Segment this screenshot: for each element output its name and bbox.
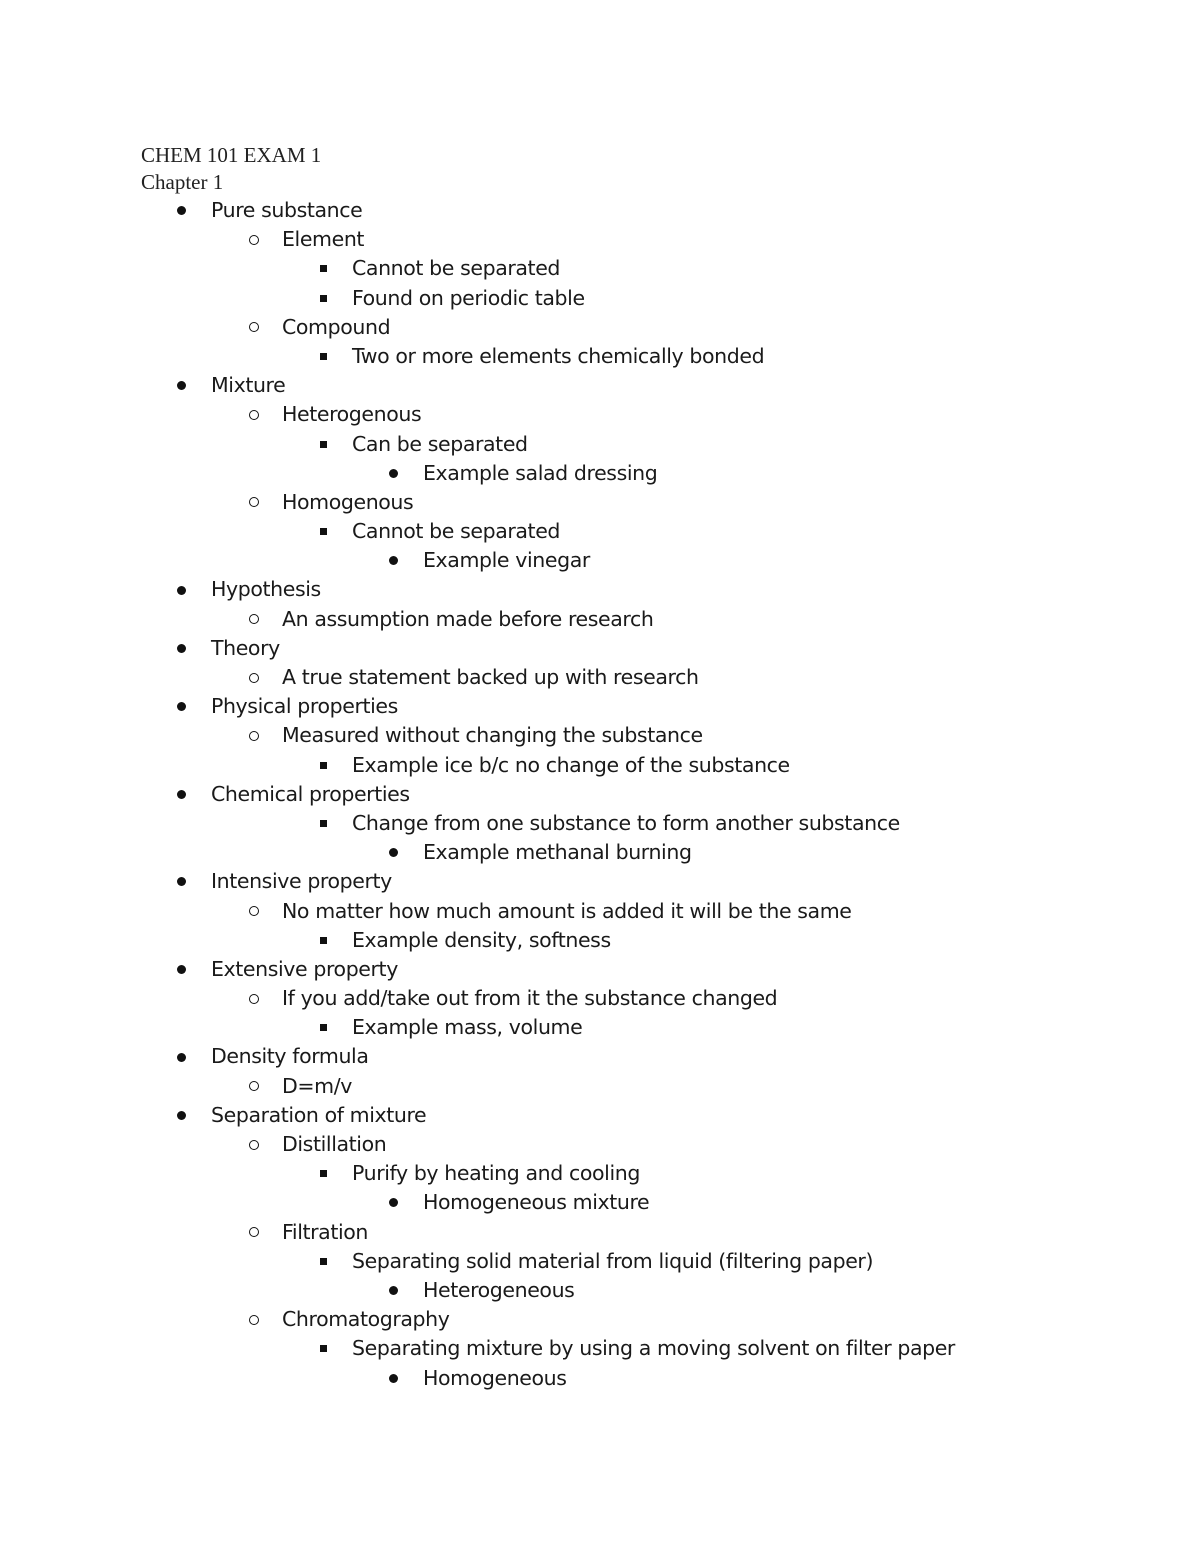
bullet-square-icon xyxy=(315,254,331,283)
outline-item-level-2 xyxy=(0,1305,1200,1334)
outline-item-level-2 xyxy=(0,721,1200,750)
outline-item-text: Two or more elements chemically bonded xyxy=(352,343,765,368)
bullet-disc-icon xyxy=(385,546,401,575)
outline-item-text: Homogeneous mixture xyxy=(423,1190,650,1215)
outline-item-text: Heterogenous xyxy=(282,402,422,427)
outline-item-level-1 xyxy=(0,371,1200,400)
outline-item-text: Example density, softness xyxy=(352,927,611,952)
outline-item-text: D=m/v xyxy=(282,1073,352,1098)
bullet-disc-icon xyxy=(173,955,189,984)
outline-item-level-3 xyxy=(0,1013,1200,1042)
bullet-disc-icon xyxy=(173,780,189,809)
bullet-disc-icon xyxy=(385,1364,401,1393)
bullet-square-icon xyxy=(315,1159,331,1188)
outline-item-text: Found on periodic table xyxy=(352,285,585,310)
outline-item-text: Change from one substance to form another substance xyxy=(352,810,900,835)
bullet-square-icon xyxy=(315,809,331,838)
outline-item-level-3 xyxy=(0,1247,1200,1276)
bullet-disc-icon xyxy=(173,634,189,663)
outline-item-level-2 xyxy=(0,897,1200,926)
outline-item-text: Heterogeneous xyxy=(423,1277,575,1302)
outline-item-level-1 xyxy=(0,196,1200,225)
outline-item-text: Cannot be separated xyxy=(352,519,561,544)
outline-item-level-1 xyxy=(0,634,1200,663)
outline-item-text: Cannot be separated xyxy=(352,256,561,281)
outline-item-level-2 xyxy=(0,663,1200,692)
bullet-circle-icon xyxy=(246,1130,262,1159)
bullet-circle-icon xyxy=(246,225,262,254)
outline-item-text: Separating mixture by using a moving solvent on filter paper xyxy=(352,1336,955,1361)
outline-item-level-3 xyxy=(0,1334,1200,1363)
outline-item-level-4 xyxy=(0,1188,1200,1217)
outline-item-text: Example salad dressing xyxy=(423,460,658,485)
outline-item-level-1 xyxy=(0,692,1200,721)
outline-item-text: Density formula xyxy=(211,1044,369,1069)
bullet-square-icon xyxy=(315,1013,331,1042)
bullet-square-icon xyxy=(315,926,331,955)
bullet-disc-icon xyxy=(385,1276,401,1305)
bullet-square-icon xyxy=(315,430,331,459)
outline-item-level-1 xyxy=(0,867,1200,896)
bullet-circle-icon xyxy=(246,984,262,1013)
bullet-circle-icon xyxy=(246,400,262,429)
outline-item-text: Example ice b/c no change of the substance xyxy=(352,752,790,777)
outline-item-text: Example mass, volume xyxy=(352,1015,583,1040)
outline-item-text: Element xyxy=(282,227,365,252)
bullet-square-icon xyxy=(315,284,331,313)
bullet-disc-icon xyxy=(173,692,189,721)
document-title: CHEM 101 EXAM 1 xyxy=(141,143,322,167)
bullet-disc-icon xyxy=(173,371,189,400)
outline-item-text: Homogenous xyxy=(282,489,414,514)
outline-item-text: Separation of mixture xyxy=(211,1102,427,1127)
outline-item-level-2 xyxy=(0,400,1200,429)
outline-item-text: Filtration xyxy=(282,1219,368,1244)
chapter-heading: Chapter 1 xyxy=(141,170,224,194)
outline-item-level-2 xyxy=(0,984,1200,1013)
outline-item-level-2 xyxy=(0,1072,1200,1101)
outline-item-text: Can be separated xyxy=(352,431,528,456)
bullet-circle-icon xyxy=(246,721,262,750)
outline-item-text: Chemical properties xyxy=(211,781,410,806)
bullet-square-icon xyxy=(315,517,331,546)
bullet-circle-icon xyxy=(246,313,262,342)
bullet-disc-icon xyxy=(173,867,189,896)
outline-item-text: Theory xyxy=(211,635,280,660)
outline-item-level-1 xyxy=(0,780,1200,809)
outline-item-level-1 xyxy=(0,955,1200,984)
document-header xyxy=(141,142,321,196)
outline-item-text: Compound xyxy=(282,314,391,339)
outline-item-level-3 xyxy=(0,284,1200,313)
bullet-disc-icon xyxy=(385,459,401,488)
outline-item-text: Measured without changing the substance xyxy=(282,723,703,748)
outline-item-text: Pure substance xyxy=(211,198,363,222)
bullet-disc-icon xyxy=(173,1042,189,1071)
outline-list xyxy=(0,196,1200,1393)
outline-item-text: Extensive property xyxy=(211,956,398,981)
outline-item-text: Homogeneous xyxy=(423,1365,567,1390)
bullet-square-icon xyxy=(315,1247,331,1276)
outline-item-level-2 xyxy=(0,605,1200,634)
outline-item-text: Separating solid material from liquid (filtering paper) xyxy=(352,1248,874,1273)
outline-item-text: Mixture xyxy=(211,373,286,398)
outline-item-level-2 xyxy=(0,488,1200,517)
outline-item-level-4 xyxy=(0,546,1200,575)
outline-item-level-4 xyxy=(0,459,1200,488)
outline-item-level-3 xyxy=(0,926,1200,955)
outline-item-text: An assumption made before research xyxy=(282,606,654,631)
outline-item-level-3 xyxy=(0,1159,1200,1188)
outline-item-text: Physical properties xyxy=(211,694,398,719)
outline-item-level-2 xyxy=(0,313,1200,342)
bullet-square-icon xyxy=(315,342,331,371)
outline-item-level-3 xyxy=(0,751,1200,780)
outline-item-text: No matter how much amount is added it will be the same xyxy=(282,898,852,923)
outline-item-level-3 xyxy=(0,254,1200,283)
bullet-circle-icon xyxy=(246,897,262,926)
outline-item-level-3 xyxy=(0,809,1200,838)
bullet-circle-icon xyxy=(246,488,262,517)
outline-item-text: Hypothesis xyxy=(211,577,321,602)
bullet-circle-icon xyxy=(246,605,262,634)
outline-item-text: If you add/take out from it the substance changed xyxy=(282,986,778,1011)
bullet-circle-icon xyxy=(246,1305,262,1334)
outline-item-level-1 xyxy=(0,1042,1200,1071)
bullet-disc-icon xyxy=(173,196,189,225)
outline-item-level-4 xyxy=(0,1364,1200,1393)
bullet-square-icon xyxy=(315,751,331,780)
outline-item-text: Purify by heating and cooling xyxy=(352,1161,640,1186)
outline-item-level-3 xyxy=(0,342,1200,371)
outline-item-level-2 xyxy=(0,225,1200,254)
bullet-square-icon xyxy=(315,1334,331,1363)
outline-item-text: Example methanal burning xyxy=(423,840,692,865)
outline-item-text: Distillation xyxy=(282,1132,387,1156)
outline-item-level-1 xyxy=(0,575,1200,604)
outline-item-level-4 xyxy=(0,838,1200,867)
outline-item-level-1 xyxy=(0,1101,1200,1130)
outline-item-level-2 xyxy=(0,1218,1200,1247)
outline-item-level-3 xyxy=(0,430,1200,459)
bullet-disc-icon xyxy=(173,575,189,604)
outline-item-level-3 xyxy=(0,517,1200,546)
bullet-circle-icon xyxy=(246,1218,262,1247)
outline-item-text: Chromatography xyxy=(282,1307,450,1332)
outline-item-level-4 xyxy=(0,1276,1200,1305)
bullet-disc-icon xyxy=(385,838,401,867)
bullet-disc-icon xyxy=(385,1188,401,1217)
bullet-circle-icon xyxy=(246,663,262,692)
bullet-circle-icon xyxy=(246,1072,262,1101)
outline-item-text: Intensive property xyxy=(211,869,392,894)
outline-item-level-2 xyxy=(0,1130,1200,1159)
bullet-disc-icon xyxy=(173,1101,189,1130)
outline-item-text: A true statement backed up with research xyxy=(282,665,699,689)
outline-item-text: Example vinegar xyxy=(423,548,590,573)
